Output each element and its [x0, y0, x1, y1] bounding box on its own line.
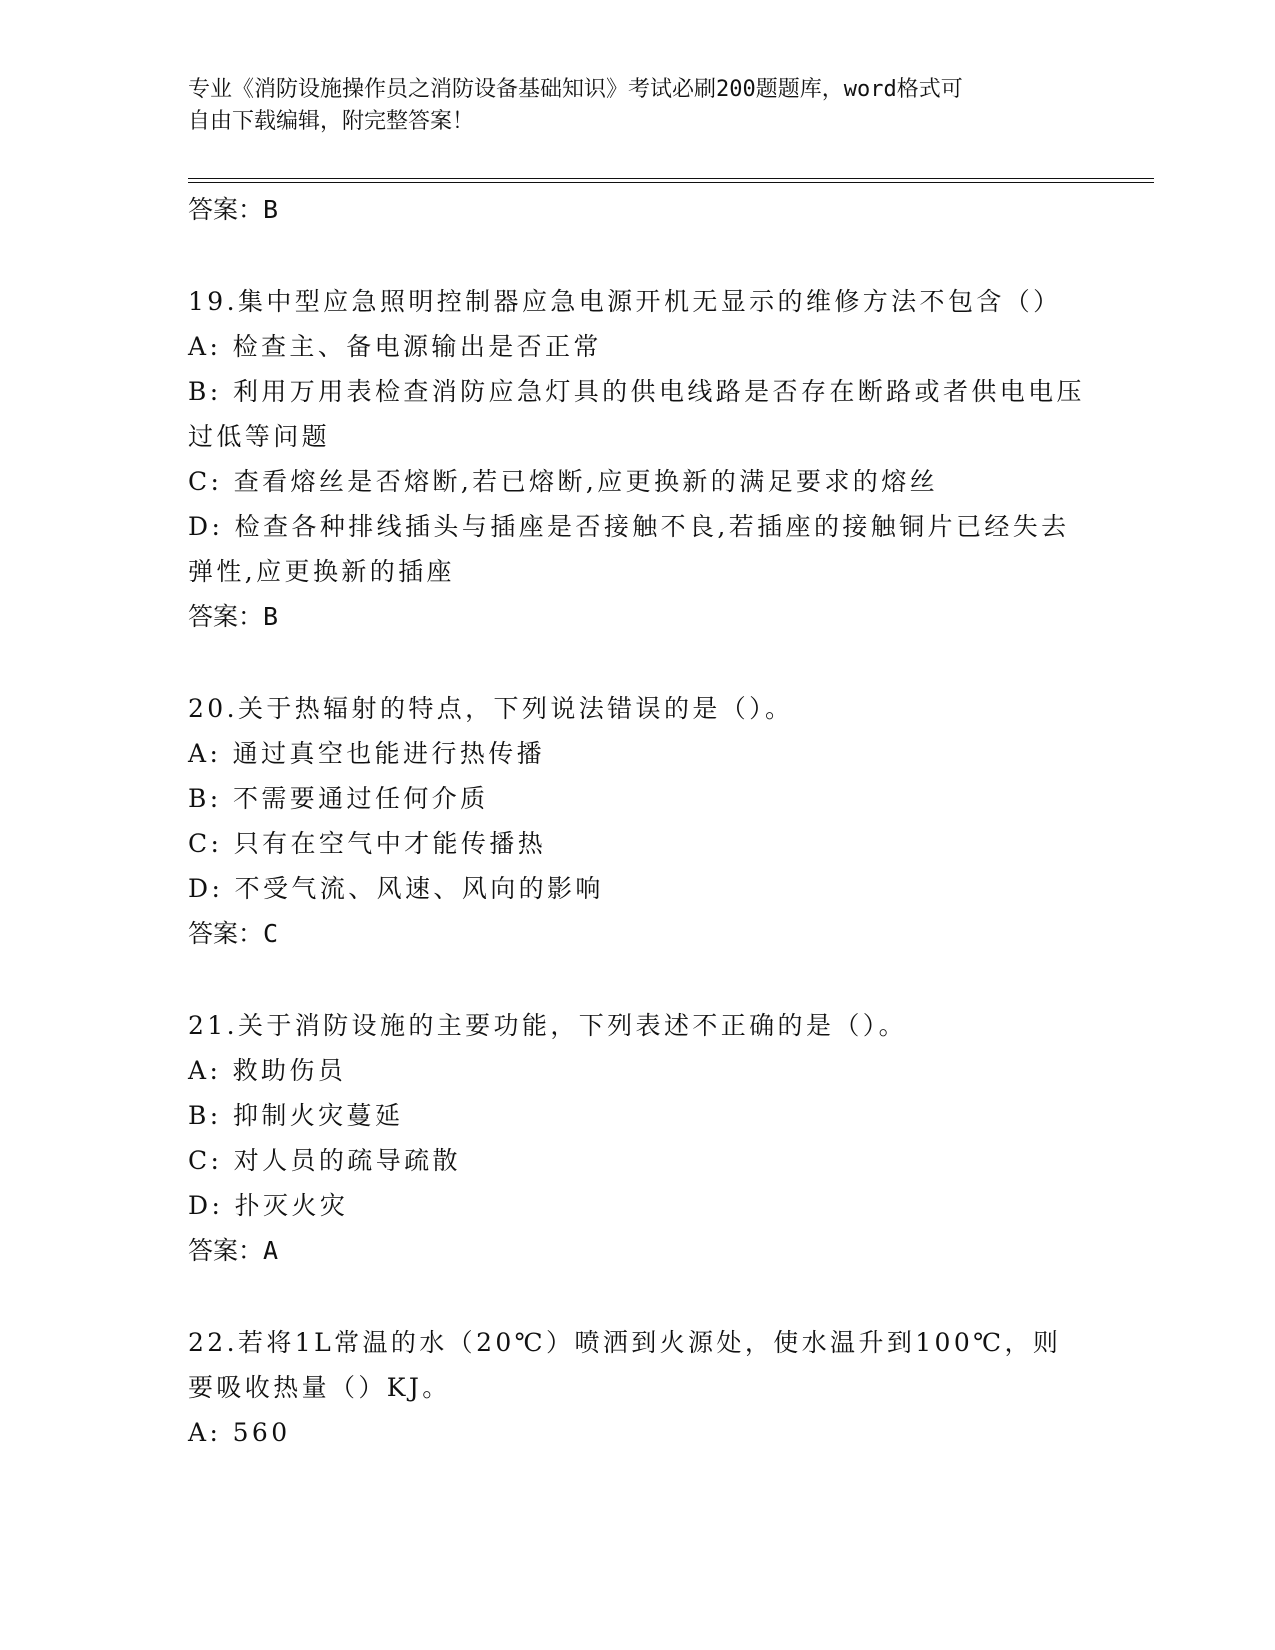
question-stem: 19.集中型应急照明控制器应急电源开机无显示的维修方法不包含（） — [188, 287, 1062, 316]
option-b: B: 不需要通过任何介质 — [188, 784, 489, 813]
question-list — [188, 187, 1088, 1455]
option-a: A: 通过真空也能进行热传播 — [188, 739, 546, 768]
question-stem: 20.关于热辐射的特点，下列说法错误的是（）。 — [188, 694, 794, 723]
question-block — [188, 686, 1088, 956]
header-line-1: 专业《消防设施操作员之消防设备基础知识》考试必刷200题题库，word格式可 — [188, 77, 963, 102]
question-stem: 21.关于消防设施的主要功能，下列表述不正确的是（）。 — [188, 1011, 908, 1040]
option-c: C: 对人员的疏导疏散 — [188, 1146, 461, 1175]
answer-line: 答案：B — [188, 602, 279, 631]
option-d: D: 检查各种排线插头与插座是否接触不良,若插座的接触铜片已经失去弹性,应更换新的插座 — [188, 512, 1070, 586]
option-b: B: 抑制火灾蔓延 — [188, 1101, 404, 1130]
spacer — [188, 956, 1088, 1003]
answer-line: 答案：B — [188, 195, 279, 224]
spacer — [188, 1273, 1088, 1320]
option-d: D: 扑灭火灾 — [188, 1191, 349, 1220]
option-c: C: 只有在空气中才能传播热 — [188, 829, 547, 858]
answer-line: 答案：A — [188, 1236, 279, 1265]
option-d: D: 不受气流、风速、风向的影响 — [188, 874, 604, 903]
option-a: A: 560 — [188, 1418, 291, 1447]
question-block — [188, 279, 1088, 639]
header-line-2: 自由下载编辑，附完整答案！ — [188, 109, 475, 134]
page-header — [188, 74, 1088, 138]
spacer — [188, 639, 1088, 686]
question-block — [188, 1003, 1088, 1273]
header-divider — [188, 178, 1154, 183]
question-stem: 22.若将1L常温的水（20℃）喷洒到火源处，使水温升到100℃，则要吸收热量（）KJ。 — [188, 1328, 1062, 1402]
option-a: A: 检查主、备电源输出是否正常 — [188, 332, 602, 361]
option-b: B: 利用万用表检查消防应急灯具的供电线路是否存在断路或者供电电压过低等问题 — [188, 377, 1085, 451]
answer-line: 答案：C — [188, 919, 279, 948]
question-block — [188, 1320, 1088, 1455]
option-c: C: 查看熔丝是否熔断,若已熔断,应更换新的满足要求的熔丝 — [188, 467, 938, 496]
spacer — [188, 232, 1088, 279]
option-a: A: 救助伤员 — [188, 1056, 347, 1085]
